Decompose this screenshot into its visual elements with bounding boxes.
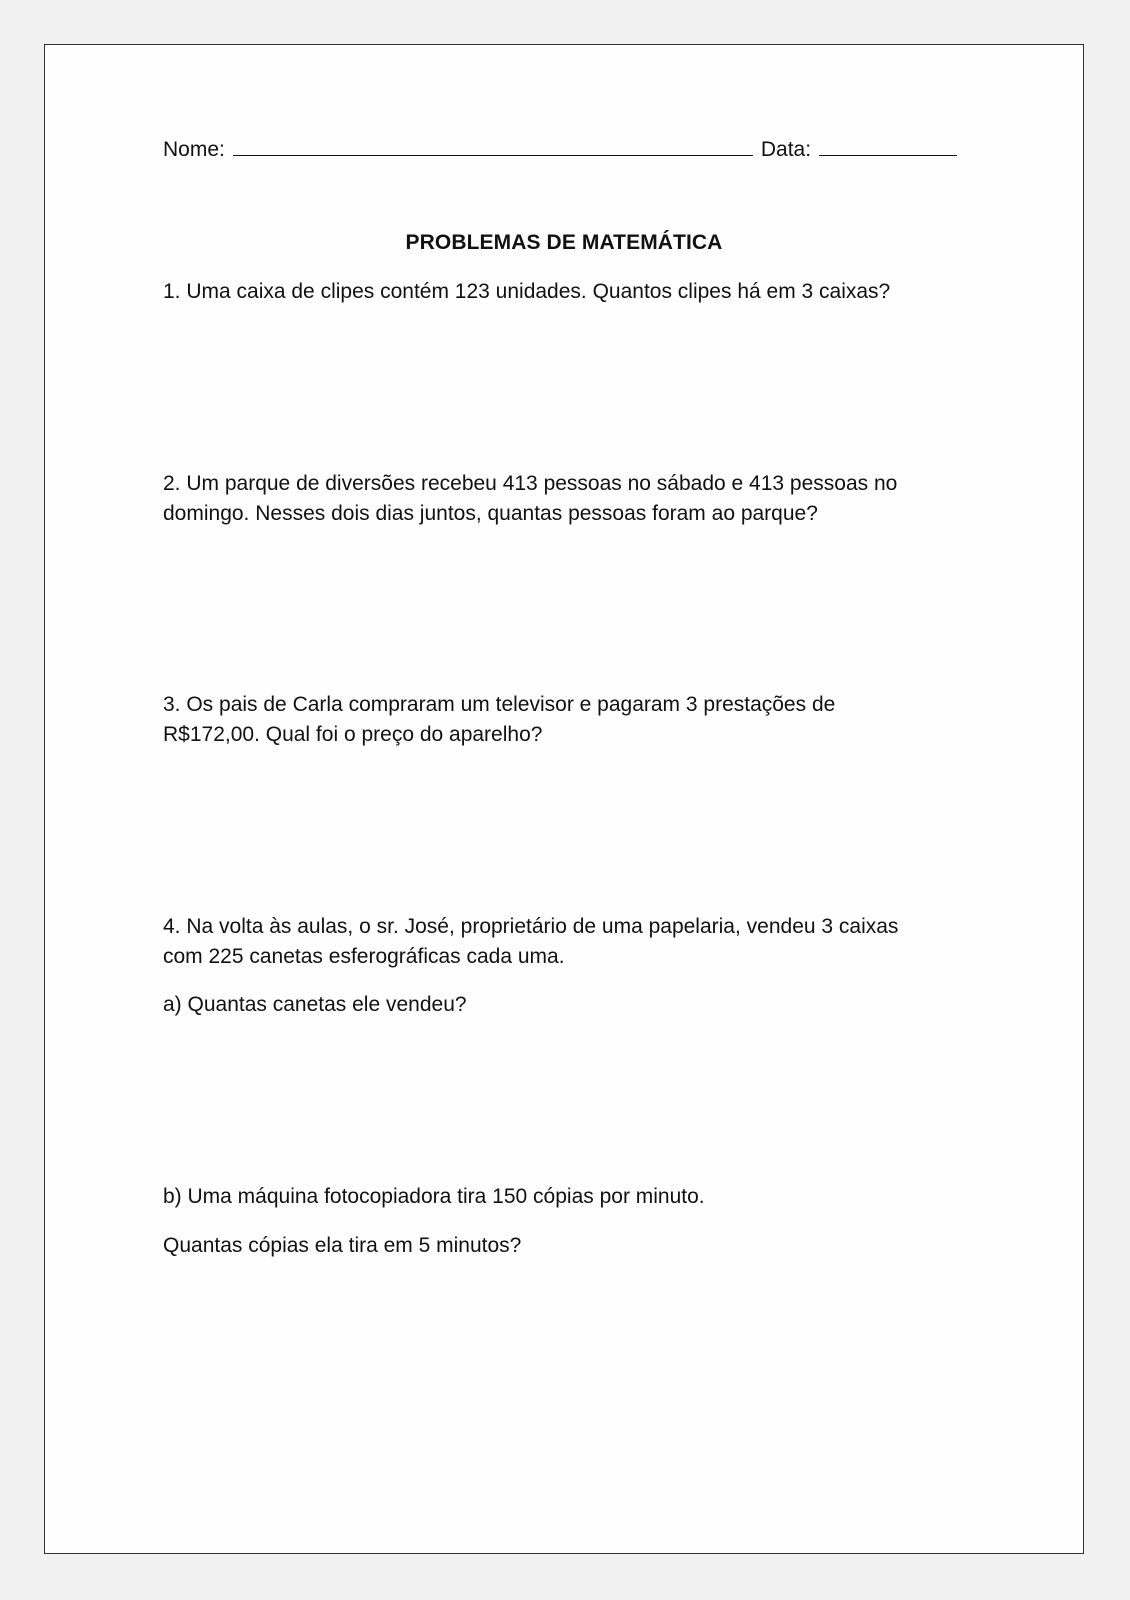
question-4 bbox=[163, 912, 983, 972]
name-label: Nome: bbox=[163, 138, 225, 161]
header-row bbox=[163, 133, 975, 163]
question-4b-line-2: Quantas cópias ela tira em 5 minutos? bbox=[163, 1234, 522, 1257]
question-1: 1. Uma caixa de clipes contém 123 unidades. Quantos clipes há em 3 caixas? bbox=[163, 280, 891, 303]
question-2 bbox=[163, 469, 983, 529]
question-4b-line-1: b) Uma máquina fotocopiadora tira 150 cópias por minuto. bbox=[163, 1185, 705, 1208]
question-2-line-2: domingo. Nesses dois dias juntos, quantas pessoas foram ao parque? bbox=[163, 502, 818, 525]
name-blank-line[interactable] bbox=[233, 133, 753, 156]
question-3 bbox=[163, 690, 983, 750]
question-2-line-1: 2. Um parque de diversões recebeu 413 pessoas no sábado e 413 pessoas no bbox=[163, 472, 898, 495]
worksheet-page bbox=[44, 44, 1084, 1554]
question-4-line-2: com 225 canetas esferográficas cada uma. bbox=[163, 945, 565, 968]
question-4-line-1: 4. Na volta às aulas, o sr. José, proprietário de uma papelaria, vendeu 3 caixas bbox=[163, 915, 899, 938]
question-3-line-1: 3. Os pais de Carla compraram um televisor e pagaram 3 prestações de bbox=[163, 693, 836, 716]
worksheet-title: PROBLEMAS DE MATEMÁTICA bbox=[405, 231, 723, 254]
date-blank-line[interactable] bbox=[819, 133, 957, 156]
date-label: Data: bbox=[760, 138, 812, 161]
question-3-line-2: R$172,00. Qual foi o preço do aparelho? bbox=[163, 723, 543, 746]
question-4a: a) Quantas canetas ele vendeu? bbox=[163, 993, 467, 1016]
